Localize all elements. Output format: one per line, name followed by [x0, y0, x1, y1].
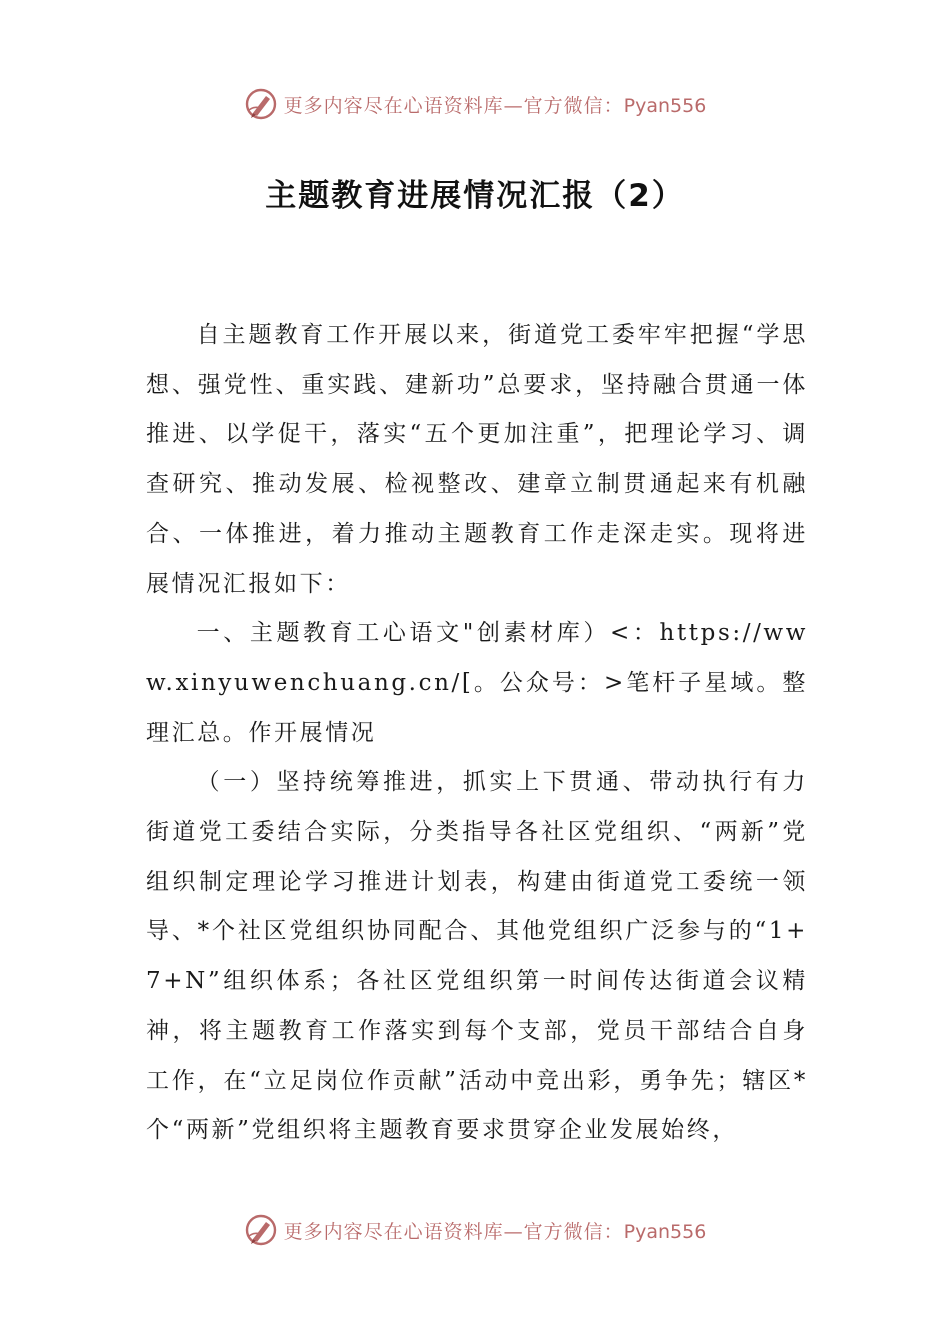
- paragraph-intro: 自主题教育工作开展以来，街道党工委牢牢把握“学思想、强党性、重实践、建新功”总要求，坚持融合贯通一体推进、以学促干，落实“五个更加注重”，把理论学习、调查研究、推动发展、检视整改、建章立制贯通起来有机融合、一体推进，着力推动主题教育工作走深走实。现将进展情况汇报如下：: [146, 322, 808, 597]
- watermark-text: [284, 91, 707, 118]
- document-title: 主题教育进展情况汇报（2）: [265, 178, 685, 214]
- watermark-footer: [0, 1210, 950, 1250]
- watermark-wechat-id: Pyan556: [623, 1220, 707, 1243]
- watermark-text: [284, 1217, 707, 1244]
- paragraph-subsection-one: （一）坚持统筹推进，抓实上下贯通、带动执行有力街道党工委结合实际，分类指导各社区党组织、“两新”党组织制定理论学习推进计划表，构建由街道党工委统一领导、*个社区党组织协同配合、其他党组织广泛参与的“1+7+N”组织体系；各社区党组织第一时间传达街道会议精神，将主题教育工作落实到每个支部，党员干部结合自身工作，在“立足岗位作贡献”活动中竞出彩，勇争先；辖区*个“两新”党组织将主题教育要求贯穿企业发展始终，: [146, 769, 808, 1144]
- watermark-text-cn: 更多内容尽在心语资料库—官方微信：: [283, 1220, 624, 1243]
- paragraph-section-one: 一、主题教育工心语文"创素材库）<：https://www.xinyuwenchuang.cn/[。公众号：>笔杆子星域。整理汇总。作开展情况: [146, 620, 808, 746]
- watermark-text-cn: 更多内容尽在心语资料库—官方微信：: [283, 94, 624, 117]
- document-body: [146, 311, 808, 1156]
- pen-logo-icon: [244, 87, 278, 121]
- watermark-header: [0, 84, 950, 124]
- watermark-wechat-id: Pyan556: [623, 94, 707, 117]
- pen-logo-icon: [244, 1213, 278, 1247]
